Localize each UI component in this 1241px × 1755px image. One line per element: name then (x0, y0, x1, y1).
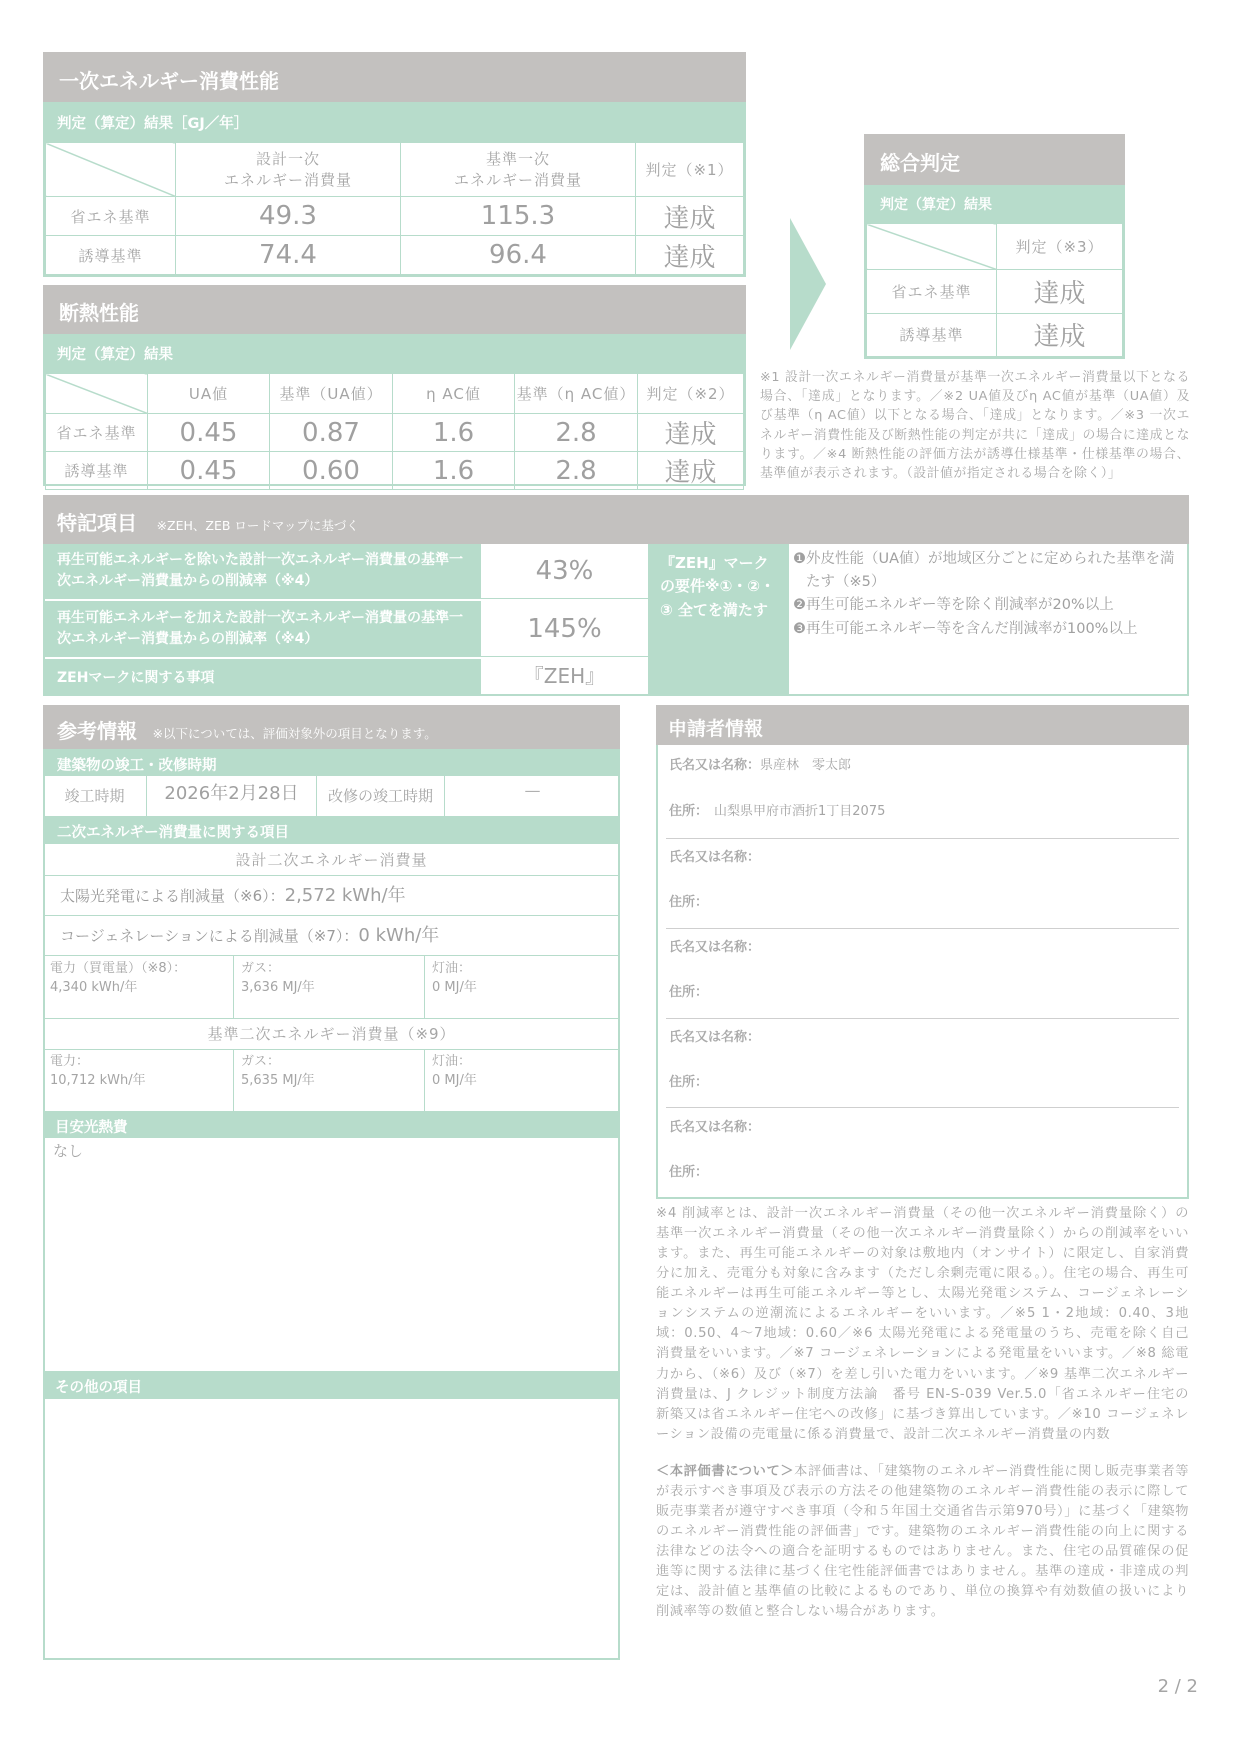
row-label: 誘導基準 (46, 452, 148, 490)
overall-subtitle: 判定（算定）結果 (864, 185, 1125, 221)
standard-electricity-value: 10,712 kWh/年 (50, 1072, 146, 1088)
ua-value: 0.45 (148, 414, 270, 452)
col-judge: 判定（※1） (636, 143, 744, 197)
primary-energy-subtitle: 判定（算定）結果［GJ／年］ (43, 102, 746, 140)
completion-label: 竣工時期 (43, 776, 147, 816)
col-judge: 判定（※2） (638, 374, 744, 414)
design-oil (425, 956, 620, 1019)
about-text: 本評価書は、「建築物のエネルギー消費性能に関し販売事業者等が表示すべき事項及び表示の方法その他建築物のエネルギー消費性能の表示に際して販売事業者が遵守すべき事項（令和５年国土交通省告示第970号）」に基づく「建築物のエネルギー消費性能の評価書」です。建築物のエネルギー消費性能の向上に関する法律などの法令への適合を証明するものではありません。また、住宅の品質確保の促進等に関する法律に基づく住宅性能評価書ではありません。基準の達成・非達成の判定は、設計値と基準値の比較によるものであり、単位の換算や有効数値の扱いにより削減率等の数値と整合しない場合があります。 (656, 1464, 1189, 1620)
design-electricity-value: 4,340 kWh/年 (50, 979, 138, 995)
requirement-2-text: 再生可能エネルギー等を除く削減率が20%以上 (806, 597, 1114, 614)
special-title: 特記項目 (57, 511, 137, 535)
address-value: 山梨県甲府市酒折1丁目2075 (714, 804, 886, 819)
number-2-icon: ❷ (793, 597, 806, 614)
standard-oil (425, 1050, 620, 1111)
number-1-icon: ❶ (793, 551, 806, 567)
design-gas (234, 956, 425, 1019)
completion-row (43, 776, 620, 816)
judge-value: 達成 (636, 236, 744, 275)
notes-judgement: ※1 設計一次エネルギー消費量が基準一次エネルギー消費量以下となる場合、「達成」となります。／※2 UA値及びη AC値が基準（UA値）及び基準（η AC値）以下となる場合、「達成」となります。／※3 一次エネルギー消費性能及び断熱性能の判定が共に「達成」の場合に達成となります。／※4 断熱性能の評価方法が誘導仕様基準・仕様基準の場合、基準値が表示されます。（設計値が指定される場合を除く）」 (760, 370, 1190, 481)
page-number: 2 / 2 (1157, 1676, 1198, 1697)
special-row1-value: 43% (481, 544, 648, 599)
special-row3-label: ZEHマークに関する事項 (45, 659, 481, 694)
standard-gas-label: ガス： (241, 1054, 281, 1069)
completion-value: 2026年2月28日 (147, 776, 317, 816)
row-label: 省エネ基準 (46, 414, 148, 452)
renovation-value: — (524, 781, 541, 800)
requirement-3 (793, 618, 1185, 641)
solar-row (43, 876, 620, 916)
design-value: 49.3 (176, 197, 401, 236)
zeh-requirements (789, 544, 1189, 694)
overall-title: 総合判定 (864, 134, 1125, 185)
applicant-address-1 (669, 800, 885, 819)
about-label: ＜本評価書について＞ (656, 1464, 795, 1479)
ua-std-value: 0.87 (270, 414, 393, 452)
eta-std-value: 2.8 (515, 414, 638, 452)
special-row1-label: 再生可能エネルギーを除いた設計一次エネルギー消費量の基準一次エネルギー消費量からの削減率（※4） (45, 544, 481, 599)
divider (666, 928, 1179, 929)
reference-title: 参考情報 (57, 719, 137, 743)
col-standard: 基準一次 エネルギー消費量 (401, 143, 636, 197)
design-energy-row (43, 956, 620, 1019)
applicant-address-5: 住所： (669, 1165, 709, 1180)
completion-header: 建築物の竣工・改修時期 (43, 749, 620, 776)
col-design: 設計一次 エネルギー消費量 (176, 143, 401, 197)
special-row2-value: 145% (481, 601, 648, 657)
applicant-name-4: 氏名又は名称： (669, 1030, 761, 1045)
primary-energy-title: 一次エネルギー消費性能 (43, 52, 746, 102)
row-label: 省エネ基準 (46, 197, 176, 236)
insulation-table (43, 371, 746, 486)
standard-energy-row (43, 1050, 620, 1111)
design-value: 74.4 (176, 236, 401, 275)
name-value: 県産林 零太郎 (760, 758, 852, 773)
col-ua: UA値 (148, 374, 270, 414)
design-gas-label: ガス： (241, 961, 281, 976)
applicant-name-5: 氏名又は名称： (669, 1120, 761, 1135)
judge-value: 達成 (997, 313, 1123, 357)
special-row3-value: 『ZEH』 (523, 664, 606, 688)
special-subtitle: ※ZEH、ZEB ロードマップに基づく (156, 518, 359, 533)
row-label: 誘導基準 (867, 313, 997, 357)
judge-value: 達成 (638, 414, 744, 452)
special-body (43, 544, 1189, 696)
requirement-2 (793, 594, 1185, 617)
standard-gas-value: 5,635 MJ/年 (241, 1072, 315, 1088)
secondary-header: 二次エネルギー消費量に関する項目 (43, 816, 620, 844)
zeh-mark-label: 『ZEH』マークの要件※①・②・③ 全てを満たす (648, 544, 789, 694)
judge-value: 達成 (997, 270, 1123, 314)
requirement-3-text: 再生可能エネルギー等を含んだ削減率が100%以上 (806, 620, 1138, 637)
address-label: 住所： (669, 804, 709, 819)
diagonal-cell (867, 224, 997, 270)
col-eta: η AC値 (393, 374, 515, 414)
eta-std-value: 2.8 (515, 452, 638, 490)
standard-secondary-label: 基準二次エネルギー消費量（※9） (43, 1019, 620, 1050)
standard-electricity (43, 1050, 234, 1111)
standard-value: 96.4 (401, 236, 636, 275)
diagonal-cell (46, 374, 148, 414)
cogen-row (43, 916, 620, 956)
col-eta-std: 基準（η AC値） (515, 374, 638, 414)
design-gas-value: 3,636 MJ/年 (241, 979, 315, 995)
eta-value: 1.6 (393, 452, 515, 490)
insulation-subtitle: 判定（算定）結果 (43, 334, 746, 371)
applicant-name-1 (669, 754, 851, 773)
design-secondary-label: 設計二次エネルギー消費量 (43, 844, 620, 876)
standard-electricity-label: 電力： (50, 1054, 90, 1069)
applicant-address-2: 住所： (669, 895, 709, 910)
requirement-1-text: 外皮性能（UA値）が地域区分ごとに定められた基準を満たす（※5） (806, 551, 1175, 591)
solar-value: 2,572 kWh/年 (284, 885, 406, 906)
renovation-label: 改修の竣工時期 (317, 776, 445, 816)
divider (666, 838, 1179, 839)
diagonal-cell (46, 143, 176, 197)
standard-gas (234, 1050, 425, 1111)
solar-label: 太陽光発電による削減量（※6）： (60, 887, 285, 905)
special-header (43, 495, 1189, 544)
applicant-panel (656, 745, 1189, 1199)
arrow-right-icon (790, 218, 826, 350)
design-oil-value: 0 MJ/年 (432, 979, 477, 995)
utility-cost-value: なし (53, 1142, 84, 1160)
col-ua-std: 基準（UA値） (270, 374, 393, 414)
design-electricity (43, 956, 234, 1019)
col-judge: 判定（※3） (997, 224, 1123, 270)
ua-std-value: 0.60 (270, 452, 393, 490)
eta-value: 1.6 (393, 414, 515, 452)
applicant-header: 申請者情報 (656, 705, 1189, 745)
cogen-label: コージェネレーションによる削減量（※7）： (60, 927, 359, 945)
standard-value: 115.3 (401, 197, 636, 236)
utility-cost-header: 目安光熱費 (43, 1111, 620, 1138)
row-label: 誘導基準 (46, 236, 176, 275)
special-row2-label: 再生可能エネルギーを加えた設計一次エネルギー消費量の基準一次エネルギー消費量からの削減率（※4） (45, 601, 481, 657)
other-items-header: その他の項目 (43, 1371, 620, 1399)
applicant-name-3: 氏名又は名称： (669, 940, 761, 955)
applicant-address-4: 住所： (669, 1075, 709, 1090)
ua-value: 0.45 (148, 452, 270, 490)
standard-oil-label: 灯油： (432, 1054, 472, 1069)
standard-oil-value: 0 MJ/年 (432, 1072, 477, 1088)
reference-header (43, 705, 620, 749)
row-label: 省エネ基準 (867, 270, 997, 314)
design-electricity-label: 電力（買電量）（※8）： (50, 961, 187, 976)
applicant-address-3: 住所： (669, 985, 709, 1000)
requirement-1 (793, 548, 1185, 594)
design-oil-label: 灯油： (432, 961, 472, 976)
reference-subtitle: ※以下については、評価対象外の項目となります。 (152, 726, 437, 741)
about-document (656, 1462, 1189, 1623)
cogen-value: 0 kWh/年 (358, 925, 440, 946)
overall-table (864, 221, 1125, 359)
number-3-icon: ❸ (793, 620, 806, 637)
notes-definitions: ※4 削減率とは、設計一次エネルギー消費量（その他一次エネルギー消費量除く）の基準一次エネルギー消費量（その他一次エネルギー消費量除く）からの削減率をいいます。また、再生可能エネルギーの対象は敷地内（オンサイト）に限定し、自家消費分に加え、売電分も対象に含みます（ただし余剰売電に限る。）。住宅の場合、再生可能エネルギーは再生可能エネルギー等とし、太陽光発電システム、コージェネレーションシステムの逆潮流によるエネルギーをいいます。／※5 1・2地域：0.40、3地域：0.50、4～7地域：0.60／※6 太陽光発電による発電量のうち、売電を除く自己消費量をいいます。／※7 コージェネレーションによる発電量をいいます。／※8 総電力から、（※6）及び（※7）を差し引いた電力をいいます。／※9 基準二次エネルギー消費量は、J クレジット制度方法論 番号 EN-S-039 Ver.5.0「省エネルギー住宅の新築又は省エネルギー住宅への改修」に基づき算出しています。／※10 コージェネレーション設備の売電量に係る消費量で、設計二次エネルギー消費量の内数 (656, 1206, 1189, 1442)
primary-energy-table (43, 140, 746, 277)
judge-value: 達成 (638, 452, 744, 490)
name-label: 氏名又は名称： (669, 758, 761, 773)
insulation-title: 断熱性能 (43, 285, 746, 334)
divider (666, 1018, 1179, 1019)
divider (666, 1107, 1179, 1108)
judge-value: 達成 (636, 197, 744, 236)
applicant-name-2: 氏名又は名称： (669, 850, 761, 865)
